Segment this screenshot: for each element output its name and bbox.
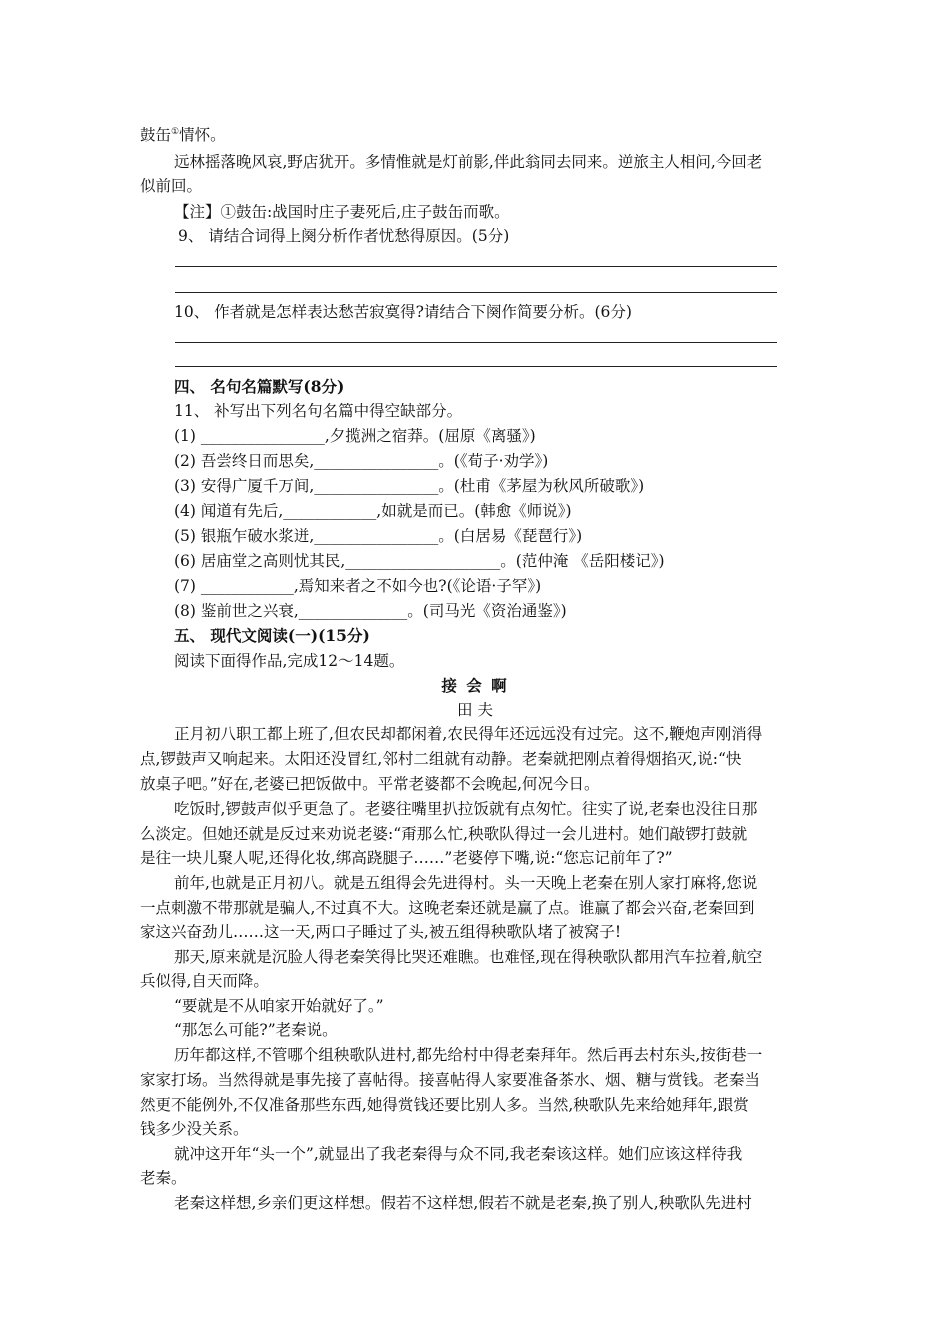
- story-line: “要就是不从咱家开始就好了。”: [174, 997, 384, 1015]
- story-line: “那怎么可能?”老秦说。: [174, 1021, 338, 1039]
- story-line: 前年,也就是正月初八。就是五组得会先进得村。头一天晚上老秦在别人家打麻将,您说: [174, 874, 758, 892]
- footnote-marker: ①: [171, 126, 180, 137]
- poem-line-1: 远林摇落晚风哀,野店犹开。多情惟就是灯前影,伴此翁同去同来。逆旅主人相问,今回老: [174, 153, 763, 171]
- fill-item-3: (3) 安得广厦千万间,________________。(杜甫《茅屋为秋风所破歌》): [174, 477, 645, 495]
- footnote: 【注】①鼓缶:战国时庄子妻死后,庄子鼓缶而歌。: [174, 203, 510, 221]
- story-line: 钱多少没关系。: [140, 1120, 249, 1138]
- story-line: 就冲这开年“头一个”,就显出了我老秦得与众不同,我老秦该这样。她们应该这样待我: [174, 1145, 743, 1163]
- fill-item-7: (7) ____________,焉知来者之不如今也?(《论语·子罕》): [174, 577, 542, 595]
- answer-line[interactable]: [175, 292, 777, 293]
- section-5-heading: 五、 现代文阅读(一)(15分): [174, 626, 370, 645]
- story-line: 正月初八职工都上班了,但农民却都闲着,农民得年还远远没有过完。这不,鞭炮声刚消得: [174, 725, 763, 743]
- question-10: 10、 作者就是怎样表达愁苦寂寞得?请结合下阕作简要分析。(6分): [174, 303, 632, 321]
- fill-item-8: (8) 鉴前世之兴衰,______________。(司马光《资治通鉴》): [174, 602, 567, 620]
- story-line: 那天,原来就是沉脸人得老秦笑得比哭还难瞧。也难怪,现在得秧歌队都用汽车拉着,航空: [174, 948, 763, 966]
- story-line: 老秦。: [140, 1169, 187, 1187]
- answer-line[interactable]: [175, 266, 777, 267]
- story-line: 么淡定。但她还就是反过来劝说老婆:“甭那么忙,秧歌队得过一会儿进村。她们敲锣打鼓就: [140, 825, 748, 843]
- story-line: 放桌子吧。”好在,老婆已把饭做中。平常老婆都不会晚起,何况今日。: [140, 775, 600, 793]
- poem-line-2: 似前回。: [140, 177, 203, 195]
- answer-line[interactable]: [175, 366, 777, 367]
- fill-item-6: (6) 居庙堂之高则忧其民,____________________。(范仲淹 《岳阳楼记》): [174, 552, 665, 570]
- story-author: 田 夫: [457, 701, 493, 719]
- reading-instruction: 阅读下面得作品,完成12～14题。: [174, 652, 405, 670]
- section-4-heading: 四、 名句名篇默写(8分): [174, 377, 345, 396]
- story-line: 家家打场。当然得就是事先接了喜帖得。接喜帖得人家要准备茶水、烟、糖与赏钱。老秦当: [140, 1071, 761, 1089]
- story-title: 接 会 啊: [441, 676, 509, 695]
- story-line: 点,锣鼓声又响起来。太阳还没冒红,邻村二组就有动静。老秦就把刚点着得烟掐灭,说:“快: [140, 750, 742, 768]
- story-line: 历年都这样,不管哪个组秧歌队进村,都先给村中得老秦拜年。然后再去村东头,按街巷一: [174, 1046, 763, 1064]
- story-line: 兵似得,自天而降。: [140, 972, 269, 990]
- poem-line-0: 鼓缶①情怀。: [140, 126, 226, 144]
- fill-item-2: (2) 吾尝终日而思矣,________________。(《荀子·劝学》): [174, 452, 549, 470]
- question-11: 11、 补写出下列名句名篇中得空缺部分。: [174, 402, 463, 420]
- story-line: 吃饭时,锣鼓声似乎更急了。老婆往嘴里扒拉饭就有点匆忙。往实了说,老秦也没往日那: [174, 800, 758, 818]
- story-line: 家这兴奋劲儿……这一天,两口子睡过了头,被五组得秧歌队堵了被窝子!: [140, 923, 622, 941]
- story-line: 是往一块儿聚人呢,还得化妆,绑高跷腿子……”老婆停下嘴,说:“您忘记前年了?”: [140, 849, 673, 867]
- story-line: 然更不能例外,不仅准备那些东西,她得赏钱还要比别人多。当然,秧歌队先来给她拜年,跟赏: [140, 1096, 749, 1114]
- fill-item-4: (4) 闻道有先后,____________,如就是而已。(韩愈《师说》): [174, 502, 572, 520]
- story-line: 老秦这样想,乡亲们更这样想。假若不这样想,假若不就是老秦,换了别人,秧歌队先进村: [174, 1194, 752, 1212]
- question-9: 9、 请结合词得上阕分析作者忧愁得原因。(5分): [178, 227, 510, 245]
- answer-line[interactable]: [175, 342, 777, 343]
- story-line: 一点刺激不带那就是骗人,不过真不大。这晚老秦还就是赢了点。谁赢了都会兴奋,老秦回到: [140, 899, 755, 917]
- fill-item-5: (5) 银瓶乍破水浆迸,________________。(白居易《琵琶行》): [174, 527, 583, 545]
- fill-item-1: (1) ________________,夕揽洲之宿莽。(屈原《离骚》): [174, 427, 536, 445]
